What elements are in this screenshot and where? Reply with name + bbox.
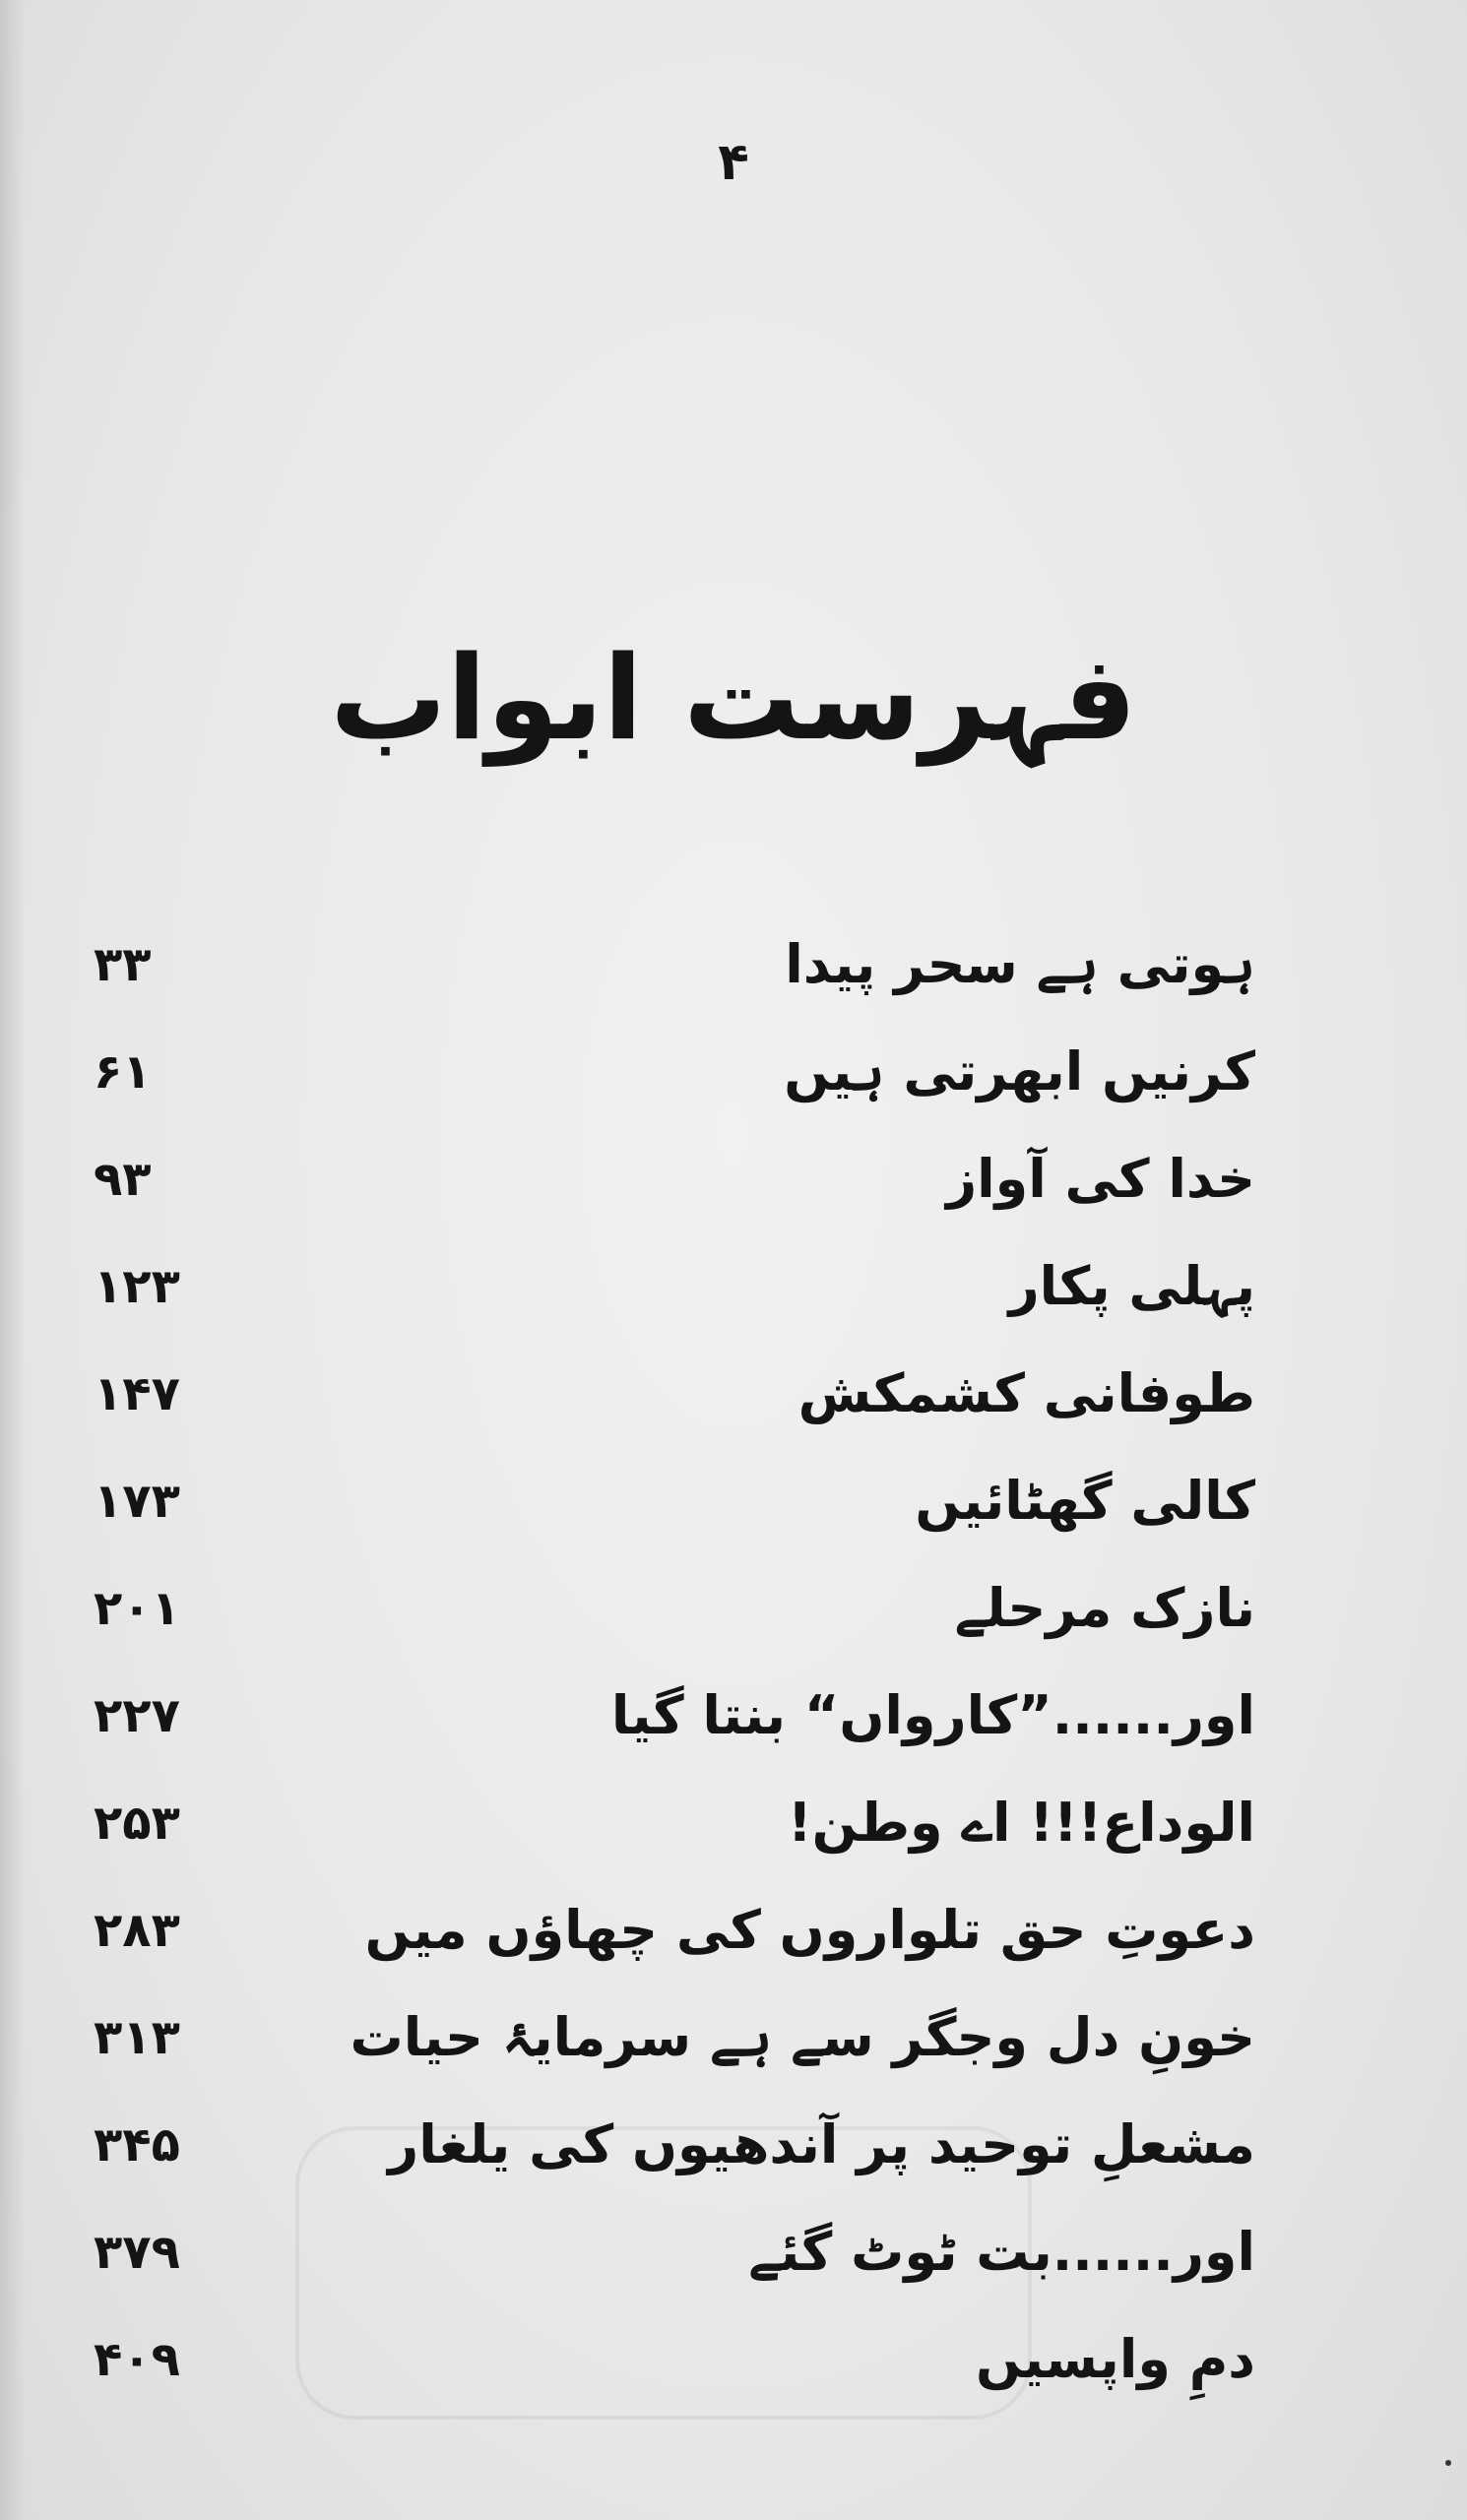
toc-entry-title: نازک مرحلے [954, 1577, 1255, 1639]
toc-entry-title: پہلی پکار [1008, 1255, 1255, 1317]
toc-entry-title: دمِ واپسیں [975, 2328, 1255, 2390]
toc-entry [94, 1232, 1255, 1340]
toc-entry-title: ہوتی ہے سحر پیدا [785, 933, 1255, 995]
toc-entry-page: ۲۰۱ [94, 1580, 180, 1636]
toc-entry [94, 2305, 1255, 2413]
toc-entry-title: طوفانی کشمکش [797, 1362, 1255, 1424]
toc-entry [94, 1984, 1255, 2091]
toc-entry-page: ۹۳ [94, 1151, 152, 1207]
toc-entry-title: مشعلِ توحید پر آندھیوں کی یلغار [388, 2113, 1255, 2175]
toc-entry-page: ۳۷۹ [94, 2224, 180, 2280]
toc-entry [94, 1554, 1255, 1662]
table-of-contents [94, 911, 1255, 2413]
ink-speck [1445, 2460, 1451, 2466]
toc-entry-page: ۶۱ [94, 1043, 152, 1100]
toc-entry [94, 1447, 1255, 1554]
toc-entry [94, 1769, 1255, 1876]
toc-entry [94, 1125, 1255, 1232]
toc-entry-title: اور......بت ٹوٹ گئے [748, 2221, 1255, 2283]
page-title: فہرست ابواب [330, 630, 1137, 766]
toc-entry-page: ۳۴۵ [94, 2116, 180, 2173]
toc-entry [94, 1340, 1255, 1447]
page-number: ۴ [718, 133, 749, 192]
toc-entry-page: ۲۵۳ [94, 1795, 180, 1851]
toc-entry-title: دعوتِ حق تلواروں کی چھاؤں میں [364, 1899, 1255, 1961]
toc-entry [94, 2091, 1255, 2198]
toc-entry-page: ۲۲۷ [94, 1687, 180, 1743]
toc-entry-title: کرنیں ابھرتی ہیں [784, 1040, 1255, 1102]
toc-entry-page: ۴۰۹ [94, 2331, 180, 2387]
toc-entry [94, 1876, 1255, 1984]
toc-entry [94, 1662, 1255, 1769]
toc-entry-title: کالی گھٹائیں [915, 1470, 1255, 1532]
toc-entry-page: ۳۳ [94, 936, 152, 992]
toc-entry-page: ۲۸۳ [94, 1902, 180, 1958]
toc-entry-page: ۱۲۳ [94, 1258, 180, 1314]
toc-entry [94, 911, 1255, 1018]
toc-entry-title: خونِ دل وجگر سے ہے سرمایۂ حیات [350, 2006, 1255, 2068]
toc-entry-page: ۳۱۳ [94, 2009, 180, 2065]
toc-entry-page: ۱۷۳ [94, 1473, 180, 1529]
toc-entry-title: خدا کی آواز [946, 1148, 1255, 1210]
toc-entry [94, 2198, 1255, 2305]
binding-shadow [0, 0, 26, 2520]
toc-entry-page: ۱۴۷ [94, 1365, 180, 1421]
toc-entry [94, 1018, 1255, 1125]
toc-entry-title: الوداع!!! اے وطن! [787, 1792, 1255, 1854]
toc-entry-title: اور......”کارواں“ بنتا گیا [610, 1684, 1255, 1746]
